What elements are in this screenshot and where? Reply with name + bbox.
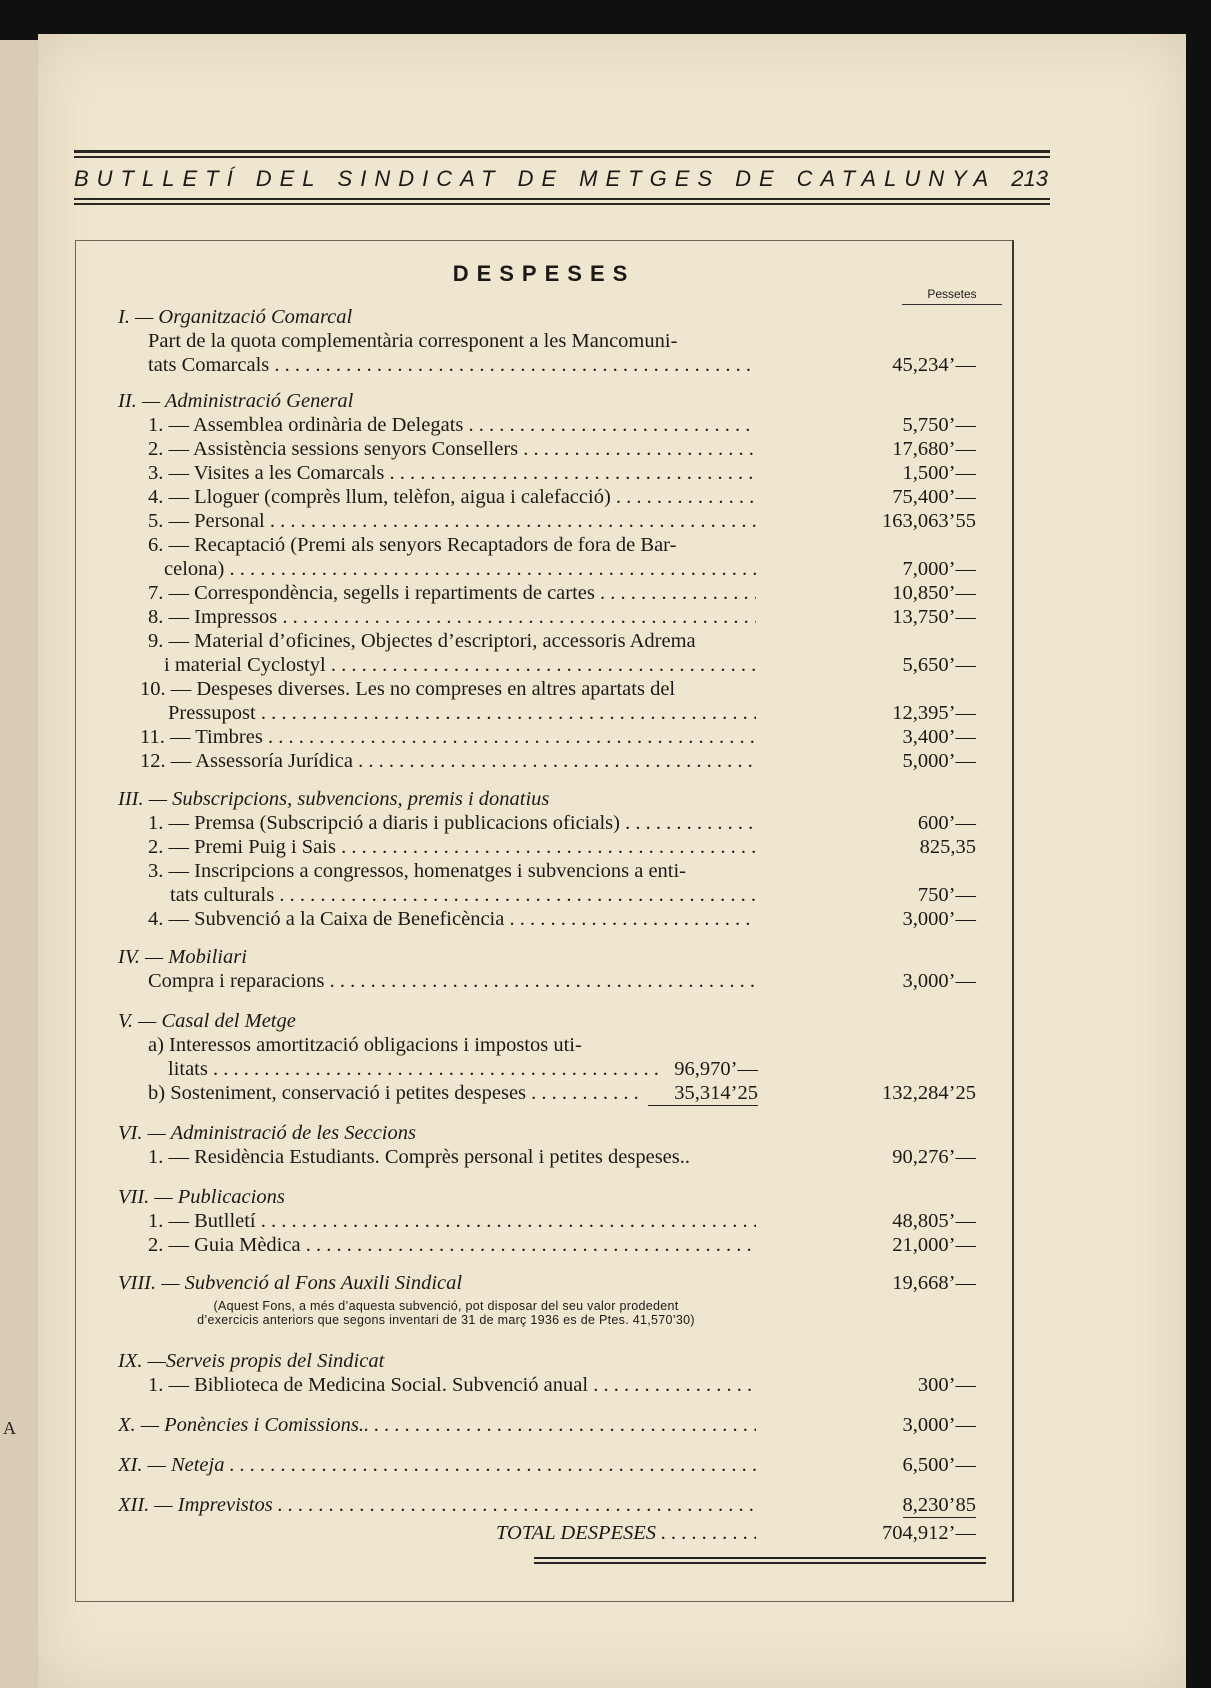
list-item: 1. — Premsa (Subscripció a diaris i publicacions oficials) . . . [148,811,756,835]
list-item: 7. — Correspondència, segells i repartiments de cartes . . . [148,581,756,605]
facing-page-edge [0,40,38,1688]
line-text: 1. — Residència Estudiants. Comprès personal i petites despeses.. [148,1146,691,1168]
section-heading: X. — Ponències i Comissions.. . . . [118,1413,756,1437]
amount: 5,000’— [902,750,976,772]
amount: 300’— [917,1374,976,1396]
amount: 48,805’— [892,1210,976,1232]
list-item-cont: Pressupost . . . [168,701,756,725]
line-text: b) Sosteniment, conservació i petites despeses . . . [148,1081,644,1105]
list-item-cont: celona) . . . [164,557,756,581]
section-heading: III. — Subscripcions, subvencions, premis i donatius [118,788,550,810]
section-heading: I. — Organització Comarcal [118,306,353,328]
amount: 7,000’— [902,558,976,580]
list-item: 1. — Butlletí . . . [148,1209,756,1233]
amount: 3,400’— [902,726,976,748]
page [38,34,1186,1688]
amount: 1,500’— [902,462,976,484]
amount: 12,395’— [892,702,976,724]
line-text: tats Comarcals . . . [148,353,756,377]
total-double-rule [534,1557,986,1564]
page-number: 213 [1011,166,1048,191]
amount: 6,500’— [902,1454,976,1476]
amount: 13,750’— [892,606,976,628]
section-heading: V. — Casal del Metge [118,1010,296,1032]
amount: 132,284’25 [882,1082,976,1104]
sub-amount: 35,314’25 [648,1081,758,1106]
list-item: 4. — Subvenció a la Caixa de Beneficència . . . [148,907,756,931]
list-item: 9. — Material d’oficines, Objectes d’escriptori, accessoris Adrema [148,630,696,652]
amount: 19,668’— [892,1272,976,1294]
list-item: 2. — Assistència sessions senyors Consellers . . . [148,437,756,461]
amount: 17,680’— [892,438,976,460]
facing-page-fragment: A [3,1418,16,1438]
line-text: 1. — Biblioteca de Medicina Social. Subvenció anual . . . [148,1373,756,1397]
expenses-table [75,240,1014,1602]
header-word: DEL [255,166,323,191]
line-text: litats . . . [168,1057,664,1081]
line-text: Compra i reparacions . . . [148,969,756,993]
section-heading: IX. —Serveis propis del Sindicat [118,1350,385,1372]
amount: 5,650’— [902,654,976,676]
section-heading: IV. — Mobiliari [118,946,247,968]
footnote: (Aquest Fons, a més d’aquesta subvenció, pot disposar del seu valor prodedent d’exercicis anteriors que segons inventari de 31 de març 1936 es de Ptes. 41,570’30) [197,1299,695,1327]
list-item: 6. — Recaptació (Premi als senyors Recaptadors de fora de Bar- [148,534,677,556]
amount: 90,276’— [892,1146,976,1168]
amount: 750’— [917,884,976,906]
section-heading: VI. — Administració de les Seccions [118,1122,416,1144]
amount: 21,000’— [892,1234,976,1256]
amount: 8,230’85 [902,1494,976,1516]
line-text: Part de la quota complementària corresponent a les Mancomuni- [148,330,678,352]
list-item: 2. — Premi Puig i Sais . . . [148,835,756,859]
list-item: 12. — Assessoría Jurídica . . . [140,749,756,773]
amount: 600’— [917,812,976,834]
running-title [74,158,1050,198]
list-item: 3. — Visites a les Comarcals . . . [148,461,756,485]
list-item: 5. — Personal . . . [148,509,756,533]
line-text: a) Interessos amortització obligacions i impostos uti- [148,1034,582,1056]
amount: 825,35 [919,836,976,858]
list-item: 3. — Inscripcions a congressos, homenatges i subvencions a enti- [148,860,687,882]
header-word: METGES [579,166,721,191]
header-word: DE [735,166,782,191]
amount: 75,400’— [892,486,976,508]
amount: 45,234’— [892,354,976,376]
section-heading: XII. — Imprevistos . . . [118,1493,756,1517]
amount: 10,850’— [892,582,976,604]
sub-amount: 96,970’— [674,1058,758,1080]
page-title: DESPESES [452,261,636,286]
section-heading: VII. — Publicacions [118,1186,285,1208]
amount: 3,000’— [902,908,976,930]
column-header: Pessetes [902,287,1002,305]
header-word: CATALUNYA [796,166,997,191]
list-item: 10. — Despeses diverses. Les no compreses en altres apartats del [140,678,676,700]
list-item-cont: i material Cyclostyl . . . [164,653,756,677]
list-item: 4. — Lloguer (comprès llum, telèfon, aigua i calefacció) . . . [148,485,756,509]
section-heading: VIII. — Subvenció al Fons Auxili Sindical [118,1272,463,1294]
section-heading: II. — Administració General [118,390,354,412]
list-item-cont: tats culturals . . . [170,883,756,907]
section-heading: XI. — Neteja . . . [118,1453,756,1477]
header-word: DE [517,166,565,191]
amount: 3,000’— [902,1414,976,1436]
list-item: 1. — Assemblea ordinària de Delegats . . . [148,413,756,437]
total-amount: 704,912’— [882,1522,976,1544]
list-item: 8. — Impressos . . . [148,605,756,629]
amount: 5,750’— [902,414,976,436]
list-item: 11. — Timbres . . . [140,725,756,749]
amount: 163,063’55 [882,510,976,532]
header-word: SINDICAT [337,166,503,191]
total-label: TOTAL DESPESES . . . [496,1521,756,1545]
amount: 3,000’— [902,970,976,992]
list-item: 2. — Guia Mèdica . . . [148,1233,756,1257]
running-header [74,150,1050,205]
header-word: BUTLLETÍ [74,166,241,191]
